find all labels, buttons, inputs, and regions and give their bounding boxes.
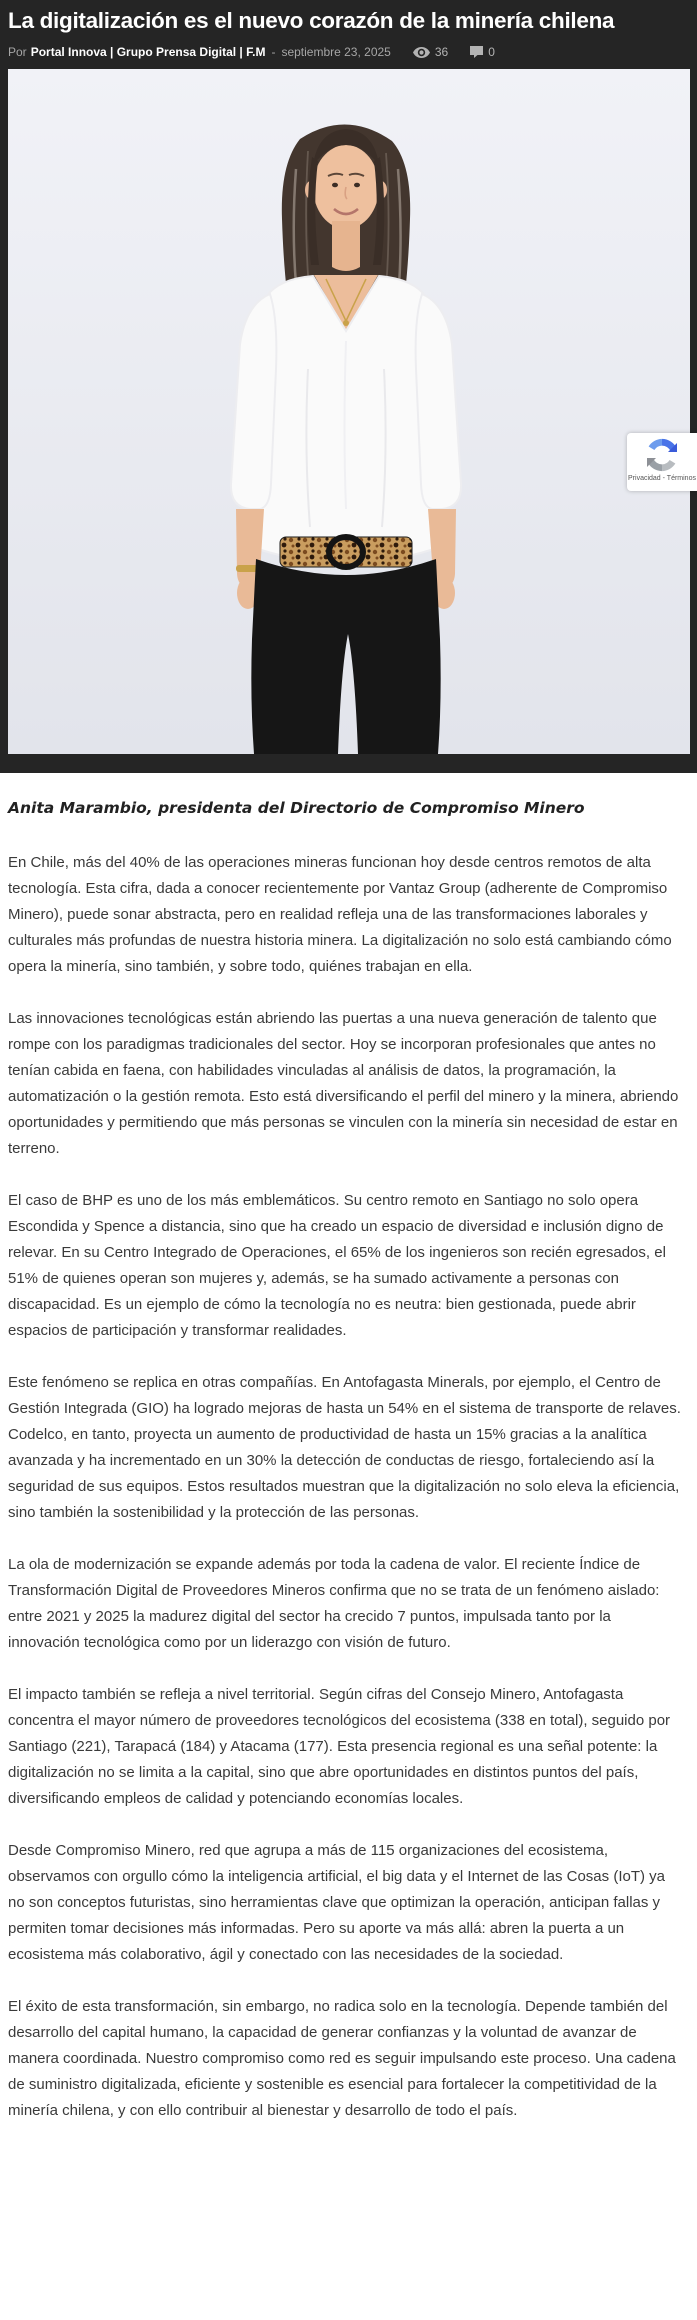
comment-icon: [470, 46, 483, 58]
page-title: La digitalización es el nuevo corazón de la minería chilena: [8, 8, 615, 33]
author-link[interactable]: Portal Innova | Grupo Prensa Digital | F.M: [30, 45, 266, 59]
byline: [0, 36, 697, 59]
publish-date: septiembre 23, 2025: [281, 45, 391, 59]
recaptcha-icon: [644, 437, 680, 473]
comments-count: 0: [488, 45, 495, 59]
byline-prefix: Por: [8, 45, 27, 59]
recaptcha-badge[interactable]: [627, 433, 697, 491]
article-paragraph: Las innovaciones tecnológicas están abriendo las puertas a una nueva generación de talento que rompe con los paradigmas tradicionales del sector. Hoy se incorporan profesionales que antes no tenían cabida en faena, con habilidades vinculadas al análisis de datos, la programación, la automatización o la gestión remota. Esto está diversificando el perfil del minero y la minera, abriendo oportunidades y permitiendo que más personas se vinculen con la minería sin necesidad de estar en terreno.: [8, 1010, 679, 1157]
views-count: 36: [434, 45, 449, 59]
photo-caption: Anita Marambio, presidenta del Directorio de Compromiso Minero: [8, 799, 585, 817]
article-body: [0, 773, 697, 2158]
article-paragraph: La ola de modernización se expande además por toda la cadena de valor. El reciente Índice de Transformación Digital de Proveedores Mineros confirma que no se trata de un fenómeno aislado: entre 2021 y 2025 la madurez digital del sector ha crecido 7 puntos, impulsada tanto por la innovación tecnológica como por un liderazgo con visión de futuro.: [8, 1556, 660, 1651]
article-paragraph: Desde Compromiso Minero, red que agrupa a más de 115 organizaciones del ecosistema, observamos con orgullo cómo la inteligencia artificial, el big data y el Internet de las Cosas (IoT) ya no son conceptos futuristas, sino herramientas clave que optimizan la operación, anticipan fallas y permiten tomar decisiones más informadas. Pero su aporte va más allá: abren la puerta a un ecosistema más colaborativo, ágil y conectado con las necesidades de la sociedad.: [8, 1842, 665, 1963]
eye-icon: [413, 47, 430, 58]
article-paragraph: El impacto también se refleja a nivel territorial. Según cifras del Consejo Minero, Antofagasta concentra el mayor número de proveedores tecnológicos del ecosistema (338 en total), seguido por Santiago (221), Tarapacá (184) y Atacama (177). Esta presencia regional es una señal potente: la digitalización no se limita a la capital, sino que abre oportunidades en distintos puntos del país, diversificando empleos de calidad y potenciando economías locales.: [8, 1686, 671, 1807]
article-paragraph: Este fenómeno se replica en otras compañías. En Antofagasta Minerals, por ejemplo, el Centro de Gestión Integrada (GIO) ha logrado mejoras de hasta un 54% en el sistema de transporte de relaves. Codelco, en tanto, proyecta un aumento de productividad de hasta un 15% gracias a la analítica avanzada y ha incrementado en un 30% la detección de conductas de riesgo, fortaleciendo así la seguridad de sus equipos. Estos resultados muestran que la digitalización no solo eleva la eficiencia, sino también la sostenibilidad y la protección de las personas.: [8, 1374, 681, 1521]
article-paragraph: El caso de BHP es uno de los más emblemáticos. Su centro remoto en Santiago no solo opera Escondida y Spence a distancia, sino que ha creado un espacio de diversidad e inclusión digno de relevar. En su Centro Integrado de Operaciones, el 65% de los ingenieros son recién egresados, el 51% de quienes operan son mujeres y, además, se ha sumado activamente a personas con discapacidad. Es un ejemplo de cómo la tecnología no es neutra: bien gestionada, puede abrir espacios de participación y transformar realidades.: [8, 1192, 666, 1339]
byline-separator: -: [271, 45, 276, 59]
views-counter: [413, 45, 448, 59]
photo-woman-portrait: [8, 69, 690, 754]
article-paragraph: En Chile, más del 40% de las operaciones mineras funcionan hoy desde centros remotos de alta tecnología. Esta cifra, dada a conocer recientemente por Vantaz Group (adherente de Compromiso Minero), puede sonar abstracta, pero en realidad refleja una de las transformaciones laborales y culturales más profundas de nuestra historia minera. La digitalización no solo está cambiando cómo opera la minería, sino también, y sobre todo, quiénes trabajan en ella.: [8, 854, 672, 975]
recaptcha-terms-link[interactable]: Privacidad - Términos: [628, 475, 696, 482]
comments-counter[interactable]: [470, 45, 495, 59]
article-photo: [8, 69, 690, 754]
article-header: [0, 0, 697, 773]
paragraph-list: [8, 850, 681, 2124]
article-paragraph: El éxito de esta transformación, sin embargo, no radica solo en la tecnología. Depende también del desarrollo del capital humano, la capacidad de generar confianzas y la voluntad de avanzar de manera coordinada. Nuestro compromiso como red es seguir impulsando este proceso. Una cadena de suministro digitalizada, eficiente y sostenible es esencial para fortalecer la competitividad de la minería chilena, y con ello contribuir al bienestar y desarrollo de todo el país.: [8, 1998, 676, 2119]
